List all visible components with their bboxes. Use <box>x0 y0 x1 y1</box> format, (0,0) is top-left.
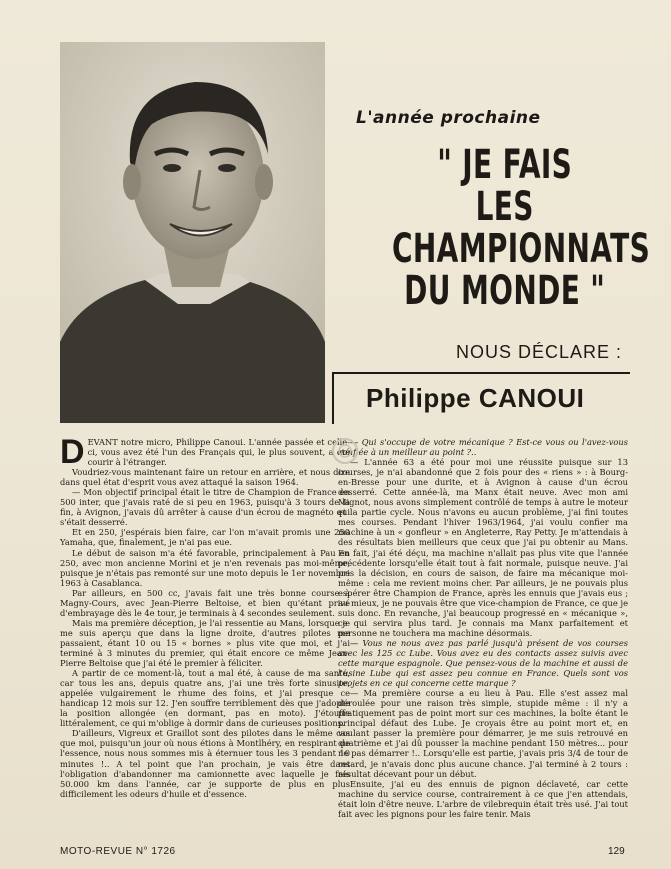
paragraph-intro <box>60 433 350 471</box>
answer: — Ma première course a eu lieu à Pau. Elle s'est assez mal déroulée pour une raison très simple, stupide même : il n'y a pratiquement pas de point mort sur ces machines, la boîte étant le principal défaut des Lube. Je croyais être au point mort et, en voulant passer la première pour démarrer, je me suis retrouvé en quatrième et j'ai dû pousser la machine pendant 150 mètres... pour ne pas démarrer !.. Lorsqu'elle est partie, j'avais pris 3/4 de tour de retard, je n'avais donc plus aucune chance. J'ai terminé à 2 tours : résultat décevant pour un début. <box>338 688 628 779</box>
paragraph: Mais ma première déception, je l'ai ressentie au Mans, lorsque je me suis aperçu que dans la ligne droite, d'autres pilotes me passaient, étant 10 ou 15 « bornes » plus vite que moi, et j'ai terminé à 3 minutes du premier, qui était encore ce même Jean-Pierre Beltoise que j'ai été le premier à féliciter. <box>60 617 350 669</box>
headline-line-4: DU MONDE " <box>404 268 606 314</box>
subhead: NOUS DÉCLARE : <box>456 342 623 362</box>
page-number: 129 <box>608 846 625 857</box>
portrait-illustration <box>60 42 325 423</box>
paragraph: Voudriez-vous maintenant faire un retour en arrière, et nous dire dans quel état d'esprit vous avez attaqué la saison 1964. <box>60 467 350 488</box>
library-stamp-icon <box>330 436 360 466</box>
kicker-text: L'année prochaine <box>356 108 541 128</box>
answer: — L'année 63 a été pour moi une réussite puisque sur 13 courses, je n'ai abandonné que 2 fois pour des « riens » : à Bourg-en-Bresse pour une durite, et à Avignon à cause d'un écrou desserré. Cette année-là, ma Manx était neuve. Avec mon ami Mignot, nous avons simplement contrôlé de temps à autre le moteur et la partie cycle. Nous n'avons eu aucun problème, j'ai fini toutes mes courses. Pendant l'hiver 1963/1964, j'ai voulu confier ma machine à un « gonfleur » en Angleterre, Ray Petty. Je m'attendais à des résultats bien meilleurs que ceux que j'ai pu obtenir au Mans. En fait, j'ai été déçu, ma machine n'allait pas plus vite que l'année précédente lorsqu'elle était tout à fait normale, puisque neuve. J'ai pris la décision, en cours de saison, de faire ma mécanique moi-même : cela me revient moins cher. Par ailleurs, je ne pouvais plus espérer être Champion de France, après les ennuis que j'avais eus ; au mieux, je ne pouvais être que vice-champion de France, ce que je suis donc. En revanche, j'ai beaucoup progressé en « mécanique », ce qui servira plus tard. Je connais ma Manx parfaitement et personne ne touchera ma machine désormais. <box>338 457 628 638</box>
paragraph: Le début de saison m'a été favorable, principalement à Pau en 250, avec mon ancienne Morini et je n'en revenais pas moi-même, puisque je n'étais pas remonté sur une moto depuis le 1er novembre 1963 à Casablanca. <box>60 547 350 588</box>
question: — Qui s'occupe de votre mécanique ? Est-ce vous ou l'avez-vous confiée à un meilleur au point ?.. <box>338 437 628 458</box>
portrait-photo <box>60 42 325 423</box>
kicker <box>356 108 631 128</box>
headline-line-3: CHAMPIONNATS <box>392 226 651 272</box>
answer: Ensuite, j'ai eu des ennuis de pignon déclaveté, car cette machine du service course, contrairement à ce que j'en attendais, était loin d'être neuve. L'arbre de vilebrequin était très usé. J'ai tout fait avec les pignons pour les faire tenir. Mais <box>338 778 628 819</box>
paragraph: — Mon objectif principal était le titre de Champion de France en 500 inter, que j'avais raté de si peu en 1963, puisqu'à 3 tours de la fin, à Avignon, j'avais dû arrêter à cause d'un écrou de magnéto qui s'était desserré. <box>60 487 350 528</box>
paragraph: Par ailleurs, en 500 cc, j'avais fait une très bonne course à Magny-Cours, avec Jean-Pierre Beltoise, et bien qu'étant privé d'embrayage dès le 4e tour, je terminais à 4 secondes seulement. <box>60 587 350 618</box>
headline-line-1: " JE FAIS <box>437 142 573 188</box>
question: — Vous ne nous avez pas parlé jusqu'à présent de vos courses avec les 125 cc Lube. Vous avez eu des contacts assez suivis avec cette marque espagnole. Que pensez-vous de la machine et aussi de l'usine Lube qui est assez peu connue en France. Quels sont vos projets en ce qui concerne cette marque ? <box>338 637 628 689</box>
paragraph: A partir de ce moment-là, tout a mal été, à cause de ma santé, car tous les ans, depuis quatre ans, j'ai une très forte sinusite, appelée vulgairement le rhume des foins, et j'ai presque ce handicap 12 mois sur 12. J'en souffre terriblement dès que j'adopte la position allongée (en dormant, pas en moto). J'étouffe littéralement, ce qui m'oblige à dormir dans de curieuses positions. <box>60 668 350 729</box>
headline-line-2: LES <box>475 184 534 230</box>
dropcap: D <box>60 433 85 471</box>
magazine-issue: MOTO-REVUE N° 1726 <box>60 846 176 857</box>
paragraph: D'ailleurs, Vigreux et Graillot sont des pilotes dans le même cas que moi, puisqu'un jour où nous étions à Montlhéry, en respirant de l'essence, nous nous sommes mis à éternuer tous les 3 pendant 10 minutes !.. A tel point que l'an prochain, je vais être dans l'obligation d'abandonner ma camionnette avec laquelle je fais 50.000 km dans l'année, car je supporte de plus en plus difficilement les odeurs d'huile et d'essence. <box>60 728 350 799</box>
paragraph: Et en 250, j'espérais bien faire, car l'on m'avait promis une 250 Yamaha, que, finalement, je n'ai pas eue. <box>60 527 350 548</box>
interviewee-name: Philippe CANOUI <box>366 383 585 413</box>
column-right <box>338 437 628 819</box>
column-left <box>60 433 350 799</box>
paragraph-text: EVANT notre micro, Philippe Canoui. L'année passée et celle-ci, vous avez été l'un des Français qui, le plus souvent, a été courir à l'étranger. <box>87 437 350 468</box>
headline <box>392 142 651 314</box>
